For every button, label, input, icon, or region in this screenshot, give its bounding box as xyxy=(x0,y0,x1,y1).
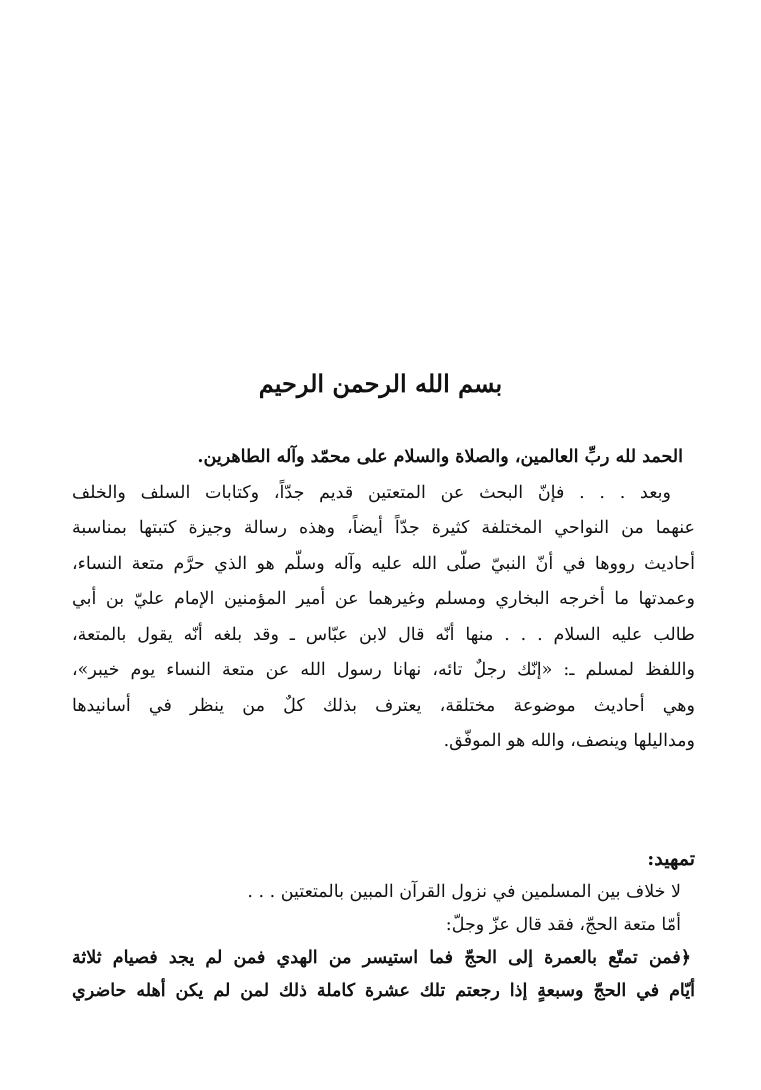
introduction-text xyxy=(72,440,695,760)
quran-verse-line: أيّام في الحجّ وسبعةٍ إذا رجعتم تلك عشرة كاملة ذلك لمن لم يكن أهله حاضري xyxy=(72,981,695,1001)
paragraph-line: وبعد . . . فإنّ البحث عن المتعتين قديم جدّاً، وكتابات السلف والخلف xyxy=(72,482,671,503)
paragraph-line: وهي أحاديث موضوعة مختلقة، يعترف بذلك كلٌ من ينظر في أسانيدها xyxy=(72,695,695,716)
quran-verse-line: ﴿فمن تمتّع بالعمرة إلى الحجّ فما استيسر من الهدي فمن لم يجد فصيام ثلاثة xyxy=(72,948,691,968)
paragraph-line: ومداليلها وينصف، والله هو الموفّق. xyxy=(443,731,695,751)
paragraph-line: واللفظ لمسلم ـ: «إنّك رجلٌ تائه، نهانا رسول الله عن متعة النساء يوم خيبر»، xyxy=(72,660,695,680)
paragraph-line: عنهما من النواحي المختلفة كثيرة جدّاً أيضاً، وهذه رسالة وجيزة كتبتها بمناسبة xyxy=(72,518,695,538)
praise-line: الحمد لله ربِّ العالمين، والصلاة والسلام على محمّد وآله الطاهرين. xyxy=(197,447,683,467)
paragraph-line: وعمدتها ما أخرجه البخاري ومسلم وغيرهما عن أمير المؤمنين الإمام عليّ بن أبي xyxy=(72,589,695,609)
preface-section xyxy=(72,843,695,1008)
section-line: أمّا متعة الحجّ، فقد قال عزّ وجلّ: xyxy=(445,915,681,935)
paragraph-line: أحاديث رووها في أنّ النبيّ صلّى الله عليه وآله وسلّم هو الذي حرَّم متعة النساء، xyxy=(72,553,695,574)
paragraph-line: طالب عليه السلام . . . منها أنّه قال لابن عبّاس ـ وقد بلغه أنّه يقول بالمتعة، xyxy=(72,624,695,645)
section-line: لا خلاف بين المسلمين في نزول القرآن المبين بالمتعتين . . . xyxy=(247,882,681,902)
section-heading: تمهيد: xyxy=(647,848,695,870)
basmala-heading: بسم الله الرحمن الرحيم xyxy=(258,369,503,398)
